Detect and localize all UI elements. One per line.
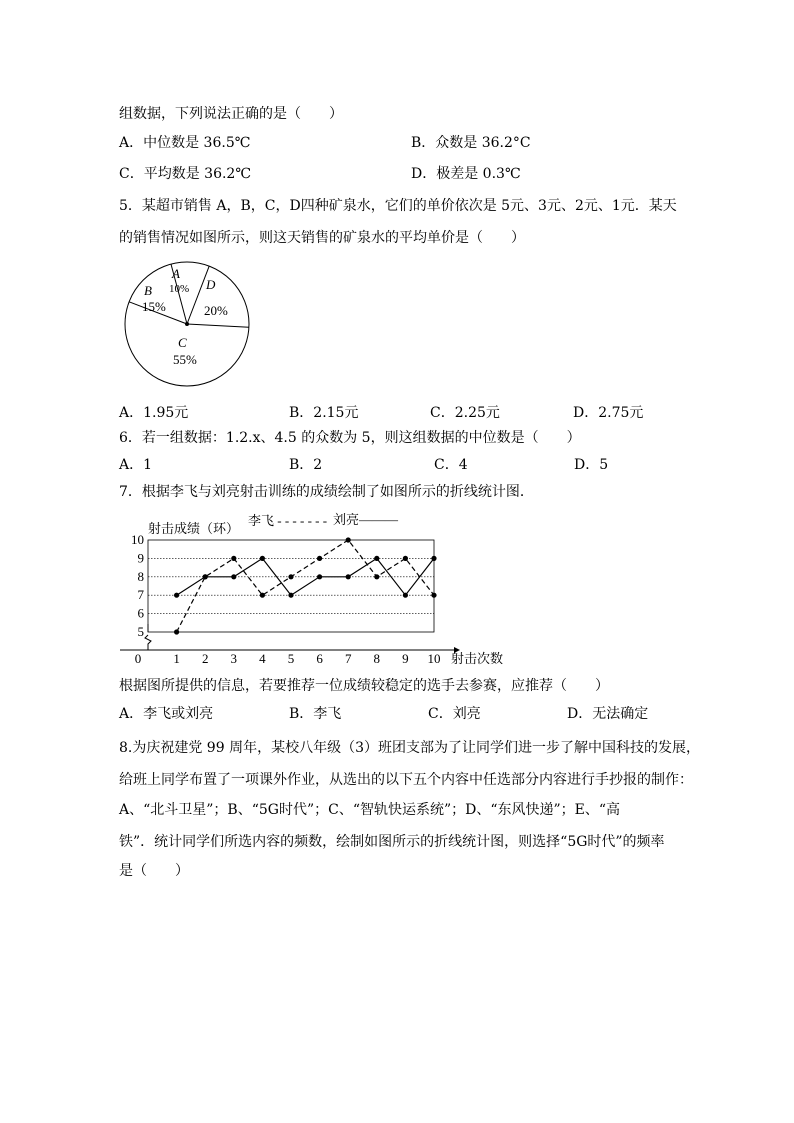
x-tick-label: 3 xyxy=(230,651,238,666)
y-tick-label: 9 xyxy=(137,550,144,566)
pie-label-a: A xyxy=(172,266,180,281)
q5-option-a: A．1.95元 xyxy=(119,405,189,421)
q6-line-1: 6．若一组数据：1.2.x、4.5 的众数为 5，则这组数据的中位数是（ ） xyxy=(119,430,581,446)
data-point xyxy=(260,593,265,598)
x-tick-label: 6 xyxy=(316,651,323,666)
data-point xyxy=(374,574,379,579)
data-point xyxy=(174,629,179,634)
legend-liuliang: 刘亮——— xyxy=(333,512,399,527)
data-point xyxy=(231,574,236,579)
q8-line-1: 8.为庆祝建党 99 周年，某校八年级（3）班团支部为了让同学们进一步了解中国科技的发展， xyxy=(119,740,700,756)
q5-line-1: 5．某超市销售 A，B，C，D四种矿泉水，它们的单价依次是 5元、3元、2元、1元．某天 xyxy=(119,198,677,214)
q7-option-a: A．李飞或刘亮 xyxy=(119,706,214,722)
data-point xyxy=(288,593,293,598)
pie-slice-boundary xyxy=(187,324,249,327)
data-point xyxy=(288,574,293,579)
data-point xyxy=(260,556,265,561)
pie-label-c: C xyxy=(178,335,187,350)
q6-option-c: C．4 xyxy=(434,457,468,473)
q5-line-2: 的销售情况如图所示，则这天销售的矿泉水的平均单价是（ ） xyxy=(119,230,525,246)
data-point xyxy=(203,574,208,579)
x-tick-label: 4 xyxy=(259,651,266,666)
x-tick-label: 9 xyxy=(402,651,409,666)
data-point xyxy=(403,556,408,561)
q4-option-a: A．中位数是 36.5℃ xyxy=(119,135,251,151)
x-tick-label: 0 xyxy=(134,651,142,666)
q7-option-d: D．无法确定 xyxy=(567,706,649,722)
x-tick-label: 2 xyxy=(201,651,209,666)
q5-option-c: C．2.25元 xyxy=(430,405,500,421)
q8-line-4: 铁”．统计同学们所选内容的频数，绘制如图所示的折线统计图，则选择“5G时代”的频率 xyxy=(119,834,665,850)
q5-option-d: D．2.75元 xyxy=(573,405,644,421)
pie-value-b: 15% xyxy=(142,299,166,314)
data-point xyxy=(346,574,351,579)
y-tick-label: 8 xyxy=(137,568,144,584)
legend-lifei: 李飞 - - - - - - - xyxy=(248,513,328,528)
pie-label-b: B xyxy=(144,283,152,298)
data-point xyxy=(403,593,408,598)
q8-line-5: 是（ ） xyxy=(119,863,189,879)
q7-option-c: C．刘亮 xyxy=(428,706,481,722)
pie-chart xyxy=(122,259,262,395)
x-tick-label: 5 xyxy=(287,651,295,666)
q8-line-2: 给班上同学布置了一项课外作业，从选出的以下五个内容中任选部分内容进行手抄报的制作： xyxy=(119,772,693,788)
y-tick-label: 7 xyxy=(137,587,144,603)
y-tick-label: 10 xyxy=(131,532,144,547)
y-tick-label: 5 xyxy=(137,624,144,639)
q4-option-b: B．众数是 36.2°C xyxy=(411,135,531,151)
y-axis-break xyxy=(145,635,151,650)
x-tick-label: 1 xyxy=(173,651,180,666)
line-chart xyxy=(118,508,518,668)
q7-line-1: 7．根据李飞与刘亮射击训练的成绩绘制了如图所示的折线统计图． xyxy=(119,484,534,500)
data-point xyxy=(431,556,436,561)
q6-option-b: B．2 xyxy=(289,457,323,473)
pie-label-d: D xyxy=(206,277,216,292)
data-point xyxy=(317,556,322,561)
data-point xyxy=(431,593,436,598)
chart-ylabel: 射击成绩（环） xyxy=(148,521,240,536)
pie-center xyxy=(185,322,189,326)
data-point xyxy=(374,556,379,561)
pie-value-d: 20% xyxy=(204,303,228,318)
q7-option-b: B．李飞 xyxy=(289,706,342,722)
x-tick-label: 7 xyxy=(344,651,352,666)
data-point xyxy=(174,593,179,598)
q4-stem: 组数据，下列说法正确的是（ ） xyxy=(119,106,343,122)
q5-option-b: B．2.15元 xyxy=(289,405,359,421)
data-point xyxy=(346,537,351,542)
pie-value-c: 55% xyxy=(173,352,197,367)
x-tick-label: 10 xyxy=(427,651,441,666)
q4-option-d: D．极差是 0.3℃ xyxy=(411,166,521,182)
y-tick-label: 6 xyxy=(137,605,144,621)
q8-line-3: A、“北斗卫星”；B、“5G时代”；C、“智轨快运系统”；D、“东风快递”；E、“高 xyxy=(119,802,621,818)
chart-xlabel: 射击次数 xyxy=(451,651,504,666)
q6-option-a: A．1 xyxy=(119,457,153,473)
data-point xyxy=(317,574,322,579)
pie-value-a: 10% xyxy=(169,283,190,295)
q6-option-d: D．5 xyxy=(574,457,609,473)
x-tick-label: 8 xyxy=(373,651,381,666)
q4-option-c: C．平均数是 36.2℃ xyxy=(119,166,251,182)
data-point xyxy=(231,556,236,561)
q7-question: 根据图所提供的信息，若要推荐一位成绩较稳定的选手去参赛，应推荐（ ） xyxy=(119,678,609,694)
